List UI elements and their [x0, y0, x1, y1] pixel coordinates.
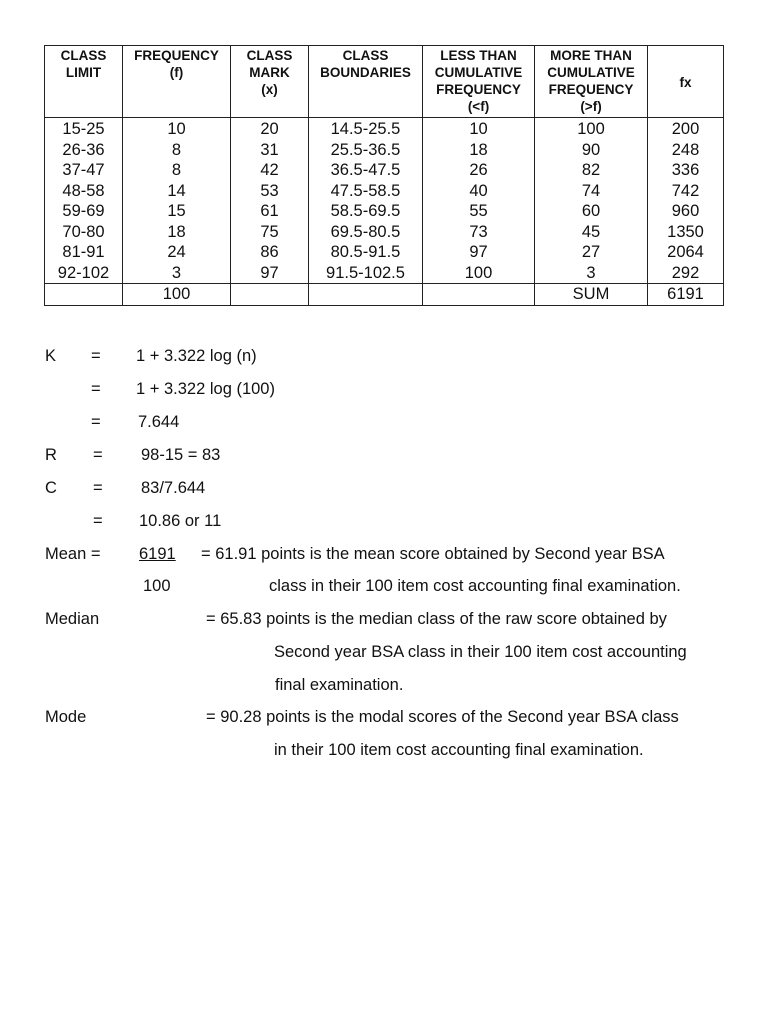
cell-class-limit: 70-80	[45, 222, 123, 243]
cell-class-boundaries: 47.5-58.5	[309, 181, 423, 202]
cell-class-mark: 53	[231, 181, 309, 202]
equals-sign: =	[91, 347, 101, 365]
cell-frequency: 8	[123, 160, 231, 181]
c-result: 10.86 or 11	[139, 512, 222, 530]
cell-frequency: 8	[123, 140, 231, 161]
table-row	[45, 181, 724, 202]
cell-fx: 1350	[648, 222, 724, 243]
cell-total-empty	[231, 284, 309, 306]
k-substitution: 1 + 3.322 log (100)	[136, 380, 275, 398]
cell-more-than-cf: 60	[535, 201, 648, 222]
table-header-row	[45, 46, 724, 118]
cell-class-limit: 26-36	[45, 140, 123, 161]
k-formula: 1 + 3.322 log (n)	[136, 347, 257, 365]
cell-fx: 248	[648, 140, 724, 161]
median-label: Median	[45, 610, 100, 628]
cell-class-boundaries: 91.5-102.5	[309, 263, 423, 284]
mode-label: Mode	[45, 708, 87, 726]
cell-frequency: 24	[123, 242, 231, 263]
cell-total-frequency: 100	[123, 284, 231, 306]
cell-class-boundaries: 58.5-69.5	[309, 201, 423, 222]
cell-total-empty	[309, 284, 423, 306]
cell-more-than-cf: 3	[535, 263, 648, 284]
cell-class-limit: 81-91	[45, 242, 123, 263]
cell-class-mark: 20	[231, 118, 309, 140]
table-row	[45, 222, 724, 243]
cell-class-boundaries: 14.5-25.5	[309, 118, 423, 140]
cell-class-mark: 86	[231, 242, 309, 263]
header-more-than-cf: MORE THAN CUMULATIVE FREQUENCY (>f)	[535, 46, 648, 118]
cell-total-fx: 6191	[648, 284, 724, 306]
equals-sign: =	[91, 380, 101, 398]
mean-numerator: 6191	[139, 545, 176, 563]
mode-statement-cont: in their 100 item cost accounting final examination.	[274, 741, 644, 759]
cell-frequency: 10	[123, 118, 231, 140]
cell-more-than-cf: 74	[535, 181, 648, 202]
cell-total-empty	[45, 284, 123, 306]
cell-more-than-cf: 82	[535, 160, 648, 181]
median-statement-cont: Second year BSA class in their 100 item cost accounting	[274, 643, 687, 661]
cell-more-than-cf: 100	[535, 118, 648, 140]
equals-sign: =	[93, 479, 103, 497]
equals-sign: =	[91, 413, 101, 431]
cell-more-than-cf: 27	[535, 242, 648, 263]
median-statement-end: final examination.	[275, 676, 404, 694]
cell-fx: 292	[648, 263, 724, 284]
cell-less-than-cf: 40	[423, 181, 535, 202]
cell-class-mark: 42	[231, 160, 309, 181]
table-row	[45, 263, 724, 284]
cell-class-limit: 92-102	[45, 263, 123, 284]
cell-less-than-cf: 10	[423, 118, 535, 140]
cell-less-than-cf: 55	[423, 201, 535, 222]
cell-class-boundaries: 36.5-47.5	[309, 160, 423, 181]
cell-fx: 336	[648, 160, 724, 181]
cell-more-than-cf: 45	[535, 222, 648, 243]
cell-class-boundaries: 25.5-36.5	[309, 140, 423, 161]
cell-fx: 960	[648, 201, 724, 222]
mode-statement: = 90.28 points is the modal scores of the Second year BSA class	[206, 708, 679, 726]
c-formula: 83/7.644	[141, 479, 206, 497]
median-statement: = 65.83 points is the median class of the raw score obtained by	[206, 610, 667, 628]
header-less-than-cf: LESS THAN CUMULATIVE FREQUENCY (<f)	[423, 46, 535, 118]
cell-class-mark: 75	[231, 222, 309, 243]
table-row	[45, 118, 724, 140]
cell-less-than-cf: 97	[423, 242, 535, 263]
k-result: 7.644	[138, 413, 180, 431]
cell-frequency: 15	[123, 201, 231, 222]
cell-total-empty	[423, 284, 535, 306]
cell-fx: 742	[648, 181, 724, 202]
cell-sum-label: SUM	[535, 284, 648, 306]
mean-denominator: 100	[143, 577, 171, 595]
cell-less-than-cf: 100	[423, 263, 535, 284]
cell-fx: 200	[648, 118, 724, 140]
table-row	[45, 242, 724, 263]
k-label: K	[45, 347, 57, 365]
cell-class-limit: 37-47	[45, 160, 123, 181]
header-class-boundaries: CLASS BOUNDARIES	[309, 46, 423, 118]
r-value: 98-15 = 83	[141, 446, 221, 464]
mean-label: Mean =	[45, 545, 101, 563]
table-row	[45, 201, 724, 222]
cell-frequency: 3	[123, 263, 231, 284]
mean-statement-cont: class in their 100 item cost accounting final examination.	[269, 577, 681, 595]
frequency-distribution-table	[44, 45, 724, 306]
cell-class-limit: 59-69	[45, 201, 123, 222]
cell-frequency: 18	[123, 222, 231, 243]
table-row	[45, 140, 724, 161]
header-fx: fx	[648, 46, 724, 118]
equals-sign: =	[93, 512, 103, 530]
cell-class-limit: 48-58	[45, 181, 123, 202]
cell-class-boundaries: 80.5-91.5	[309, 242, 423, 263]
header-class-mark: CLASS MARK (x)	[231, 46, 309, 118]
cell-class-boundaries: 69.5-80.5	[309, 222, 423, 243]
table-row	[45, 160, 724, 181]
cell-class-mark: 31	[231, 140, 309, 161]
c-label: C	[45, 479, 57, 497]
header-frequency: FREQUENCY (f)	[123, 46, 231, 118]
cell-class-limit: 15-25	[45, 118, 123, 140]
cell-more-than-cf: 90	[535, 140, 648, 161]
cell-class-mark: 97	[231, 263, 309, 284]
cell-fx: 2064	[648, 242, 724, 263]
cell-class-mark: 61	[231, 201, 309, 222]
r-label: R	[45, 446, 57, 464]
table-total-row	[45, 284, 724, 306]
cell-less-than-cf: 18	[423, 140, 535, 161]
header-class-limit: CLASS LIMIT	[45, 46, 123, 118]
mean-statement: = 61.91 points is the mean score obtained by Second year BSA	[201, 545, 665, 563]
cell-frequency: 14	[123, 181, 231, 202]
cell-less-than-cf: 73	[423, 222, 535, 243]
cell-less-than-cf: 26	[423, 160, 535, 181]
equals-sign: =	[93, 446, 103, 464]
